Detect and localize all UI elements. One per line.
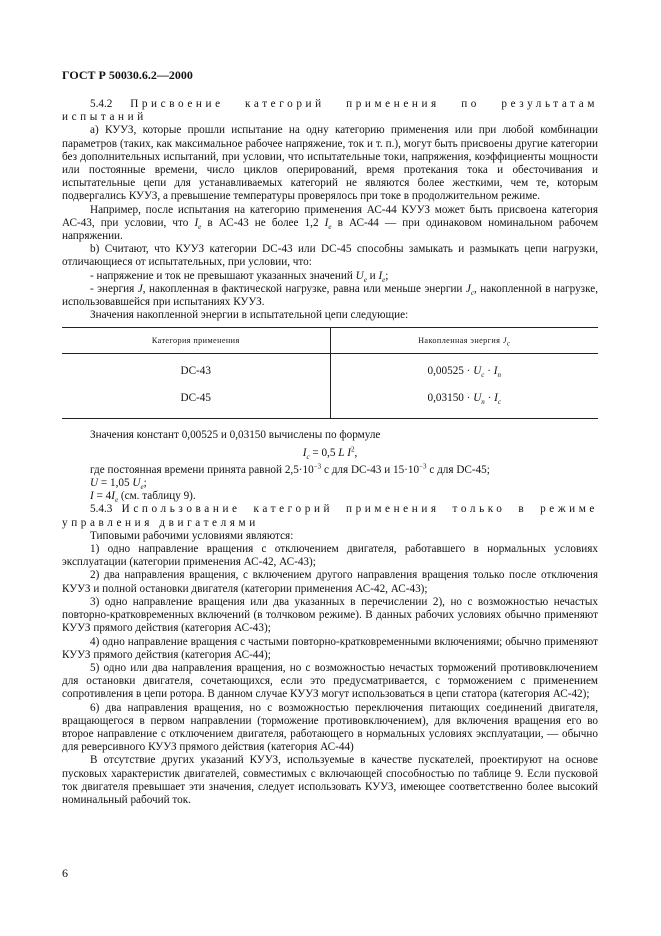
symbol-ie-3: $I_е$ — [378, 269, 386, 284]
energy-formula: $I_c = 0,5$ L $I^2$, — [302, 444, 358, 461]
paragraph-b: b) Считают, что КУУЗ категории DC-43 или DC-45 способны замыкать и размыкать цепи нагрузки, отличающиеся от испытательных, при условии, что: — [62, 243, 598, 269]
symbol-ie: $I_е$ — [194, 216, 202, 232]
condition-voltage-current: - напряжение и ток не превышают указанных значений $U_е$ и $I_е$; — [90, 269, 389, 284]
voltage-equation: U = 1,05 $U_e$; — [90, 477, 147, 492]
closing-paragraph: В отсутствие других указаний КУУЗ, используемые в качестве пускателей, проектируют на основе пусковых характеристик двигателей, совместимых с включающей способностью по таблице 9. Если пусковой ток двигателя превышает эти значения, следует использовать КУУЗ, имеющее соответственно более высокий номинальный рабочий ток. — [62, 754, 598, 806]
paragraph-a: а) КУУЗ, которые прошли испытание на одну категорию применения или при любой комбинации параметров (таких, как максимальное рабочее напряжение, ток и т. п.), могут быть присвоены другие категории без дополнительных испытаний, при условии, что испытательные токи, напряжения, коэффициенты мощности или постоянные времени, число циклов оперирований, время протекания тока и обесточивания и испытательные цепи для устанавливаемых категорий не являются более жесткими, чем те, которым подвергались КУУЗ, а превышение температуры проверялось при токе в продолжительном режиме. — [62, 124, 598, 203]
example-paragraph — [62, 204, 598, 244]
list-item: 1) одно направление вращения с отключением двигателя, работавшего в нормальных условиях эксплуатации (категории применения АС-42, АС-43); — [62, 543, 598, 569]
condition-energy: - энергия J, накопленная в фактической нагрузке, равна или меньше энергии $J_c$, накопленной в нагрузке, использовавшейся при испытаниях КУУЗ. — [62, 282, 598, 309]
example-text-3: в АС-44 — при одинаковом номинальном рабочем напряжении. — [62, 216, 599, 243]
energy-intro: Значения накопленной энергии в испытательной цепи следующие: — [90, 309, 409, 322]
table-row — [62, 354, 598, 386]
current-equation: $I = 4I_e$ (см. таблицу 9). — [90, 490, 196, 505]
energy-formula-cell: $0,00525 \cdot U_c \cdot I_n$ — [330, 354, 598, 386]
standard-code-header: ГОСТ Р 50030.6.2—2000 — [62, 68, 193, 82]
list-item: 4) одно направление вращения с частыми повторно-кратковременными включениями; обычно применяют КУУЗ прямого действия (категория АС-44); — [62, 635, 598, 661]
section-5-4-3-heading — [62, 503, 598, 529]
list-item: 2) два направления вращения, с включением другого направления вращения только после отключения КУУЗ и полной остановки двигателя (категории применения АС-42, АС-43); — [62, 569, 598, 595]
example-text-2: в АС-43 не более 1,2 — [207, 216, 319, 229]
section-number: 5.4.2 — [90, 98, 113, 110]
section-number: 5.4.3 — [90, 503, 113, 516]
time-constant-note: где постоянная времени принята равной $2,5\cdot 10^{-3}$ с для DC-43 и $15\cdot 10^{-3}$ с для DC-45; — [90, 462, 490, 476]
example-text-1: Например, после испытания на категорию применения АС-44 КУУЗ может быть присвоена категория АС-43, при условии, что — [62, 203, 598, 229]
section-title: Использование категорий применения только в режиме управления двигателями — [62, 503, 598, 529]
symbol-j: J — [137, 282, 143, 295]
page-number: 6 — [62, 866, 68, 880]
symbol-jc: $J_c$ — [465, 282, 474, 298]
column-header-energy: Накопленная энергия $J_c$ — [330, 328, 598, 354]
column-header-category: Категория применения — [62, 328, 330, 354]
symbol-ie-2: $I_е$ — [324, 216, 332, 232]
energy-table — [62, 327, 598, 419]
page-body — [62, 98, 598, 807]
table-header-row — [62, 328, 598, 354]
energy-formula-cell: $0,03150 \cdot U_n \cdot I_c$ — [330, 385, 598, 419]
conditions-intro: Типовыми рабочими условиями являются: — [90, 529, 294, 542]
list-item: 5) одно или два направления вращения, но с возможностью нечастых торможений противовключением для остановки двигателя, сочетающихся, если это предусматривается, с торможением с применением сопротивления в цепи ротора. В данном случае КУУЗ могут использоваться в цепи статора (категория АС-42); — [62, 661, 598, 701]
table-row — [62, 385, 598, 419]
list-item: 6) два направления вращения, но с возможностью переключения питающих соединений двигателя, вращающегося в первом направлении (торможение противовключением), для включения вращения его во второе направление с отключением двигателя, работающего в нормальных условиях эксплуатации, — обычно для реверсивного КУУЗ прямого действия (категория АС-44) — [62, 701, 598, 754]
section-title: Присвоение категорий применения по результатам испытаний — [62, 98, 599, 124]
section-5-4-2-heading — [62, 98, 598, 124]
category-cell: DC-43 — [180, 365, 211, 378]
category-cell: DC-45 — [62, 385, 330, 419]
constants-intro: Значения констант 0,00525 и 0,03150 вычислены по формуле — [90, 429, 381, 442]
list-item: 3) одно направление вращения или два указанных в перечислении 2), но с возможностью нечастых повторно-кратковременных включений (в толчковом режиме). В данных рабочих условиях обычно применяют КУУЗ прямого действия (категория АС-43); — [62, 595, 598, 635]
symbol-ue: $U_е$ — [355, 269, 367, 284]
